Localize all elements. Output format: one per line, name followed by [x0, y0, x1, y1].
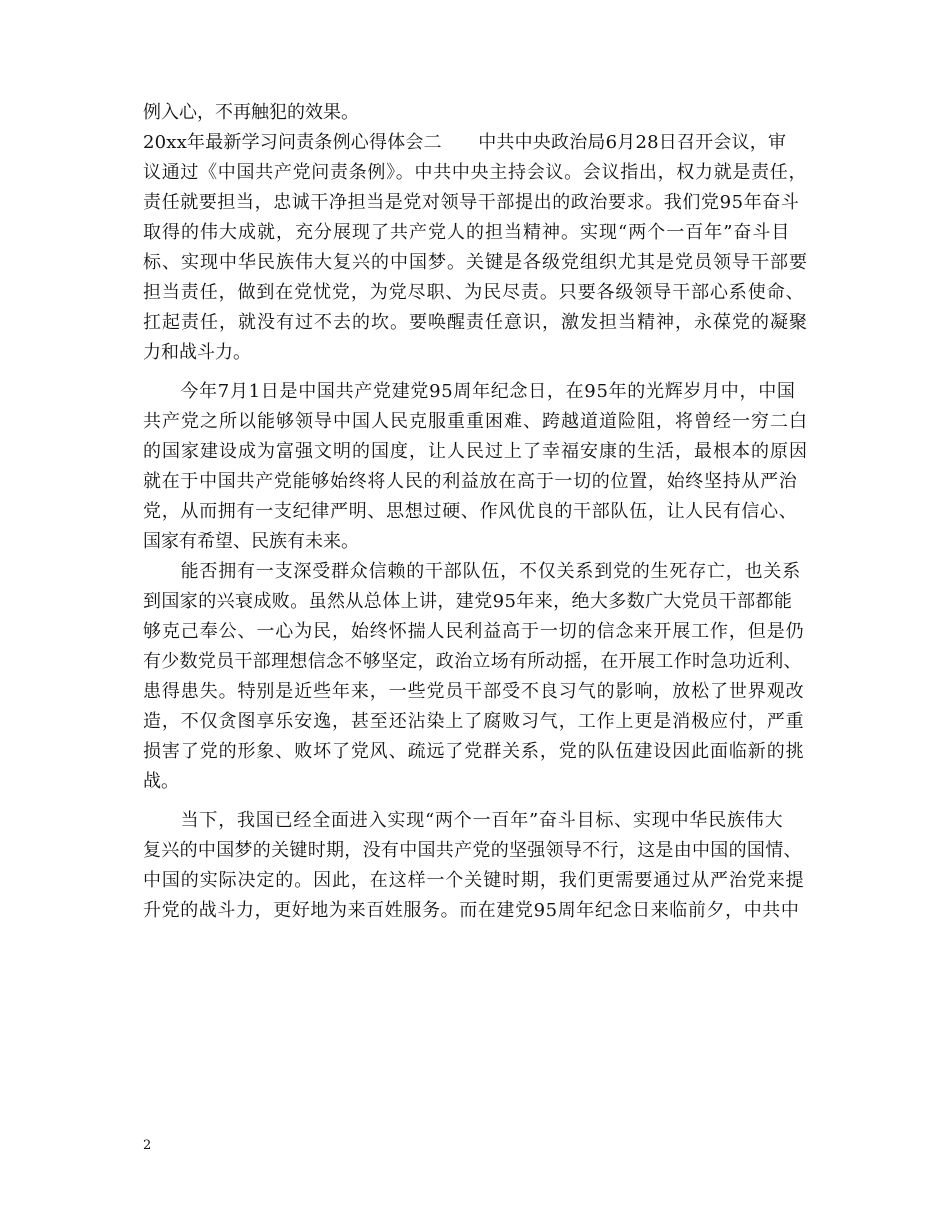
text-line: 例入心，不再触犯的效果。 [143, 102, 359, 123]
text-line: 升党的战斗力，更好地为来百姓服务。而在建党95周年纪念日来临前夕，中共中 [143, 900, 800, 921]
text-line: 标、实现中华民族伟大复兴的中国梦。关键是各级党组织尤其是党员领导干部要 [143, 252, 808, 273]
text-line: 担当责任，做到在党忧党，为党尽职、为民尽责。只要各级领导干部心系使命、 [143, 282, 805, 303]
text-line: 损害了党的形象、败坏了党风、疏远了党群关系，党的队伍建设因此面临新的挑 [143, 741, 805, 762]
text-line: 扛起责任，就没有过不去的坎。要唤醒责任意识，激发担当精神，永葆党的凝聚 [143, 312, 808, 333]
text-line: 党，从而拥有一支纪律严明、思想过硬、作风优良的干部队伍，让人民有信心、 [143, 501, 798, 522]
page-number: 2 [143, 1138, 152, 1153]
text-line: 国家有希望、民族有未来。 [143, 531, 359, 552]
text-line: 今年7月1日是中国共产党建党95周年纪念日，在95年的光辉岁月中，中国 [143, 381, 796, 402]
text-line: 的国家建设成为富强文明的国度，让人民过上了幸福安康的生活，最根本的原因 [143, 441, 808, 462]
text-line: 就在于中国共产党能够始终将人民的利益放在高于一切的位置，始终坚持从严治 [143, 471, 798, 492]
text-line: 中国的实际决定的。因此，在这样一个关键时期，我们更需要通过从严治党来提 [143, 870, 805, 891]
text-line: 到国家的兴衰成败。虽然从总体上讲，建党95年来，绝大多数广大党员干部都能 [143, 591, 793, 612]
text-line: 20xx年最新学习问责条例心得体会二 中共中央政治局6月28日召开会议，审 [143, 132, 787, 153]
text-line: 够克己奉公、一心为民，始终怀揣人民利益高于一切的信念来开展工作，但是仍 [143, 621, 805, 642]
text-line: 造，不仅贪图享乐安逸，甚至还沾染上了腐败习气，工作上更是消极应付，严重 [143, 711, 805, 732]
text-line: 当下，我国已经全面进入实现“两个一百年”奋斗目标、实现中华民族伟大 [143, 810, 784, 831]
text-line: 复兴的中国梦的关键时期，没有中国共产党的坚强领导不行，这是由中国的国情、 [143, 840, 802, 861]
text-line: 力和战斗力。 [143, 342, 251, 363]
text-line: 患得患失。特别是近些年来，一些党员干部受不良习气的影响，放松了世界观改 [143, 681, 805, 702]
text-line: 共产党之所以能够领导中国人民克服重重困难、跨越道道险阻，将曾经一穷二白 [143, 411, 808, 432]
text-line: 有少数党员干部理想信念不够坚定，政治立场有所动摇，在开展工作时急功近利、 [143, 651, 802, 672]
text-line: 责任就要担当，忠诚干净担当是党对领导干部提出的政治要求。我们党95年奋斗 [143, 192, 800, 213]
text-line: 战。 [143, 771, 179, 792]
text-line: 能否拥有一支深受群众信赖的干部队伍，不仅关系到党的生死存亡，也关系 [143, 561, 801, 582]
text-line: 取得的伟大成就，充分展现了共产党人的担当精神。实现“两个一百年”奋斗目 [143, 222, 791, 243]
text-line: 议通过《中国共产党问责条例》。中共中央主持会议。会议指出，权力就是责任， [143, 162, 808, 183]
